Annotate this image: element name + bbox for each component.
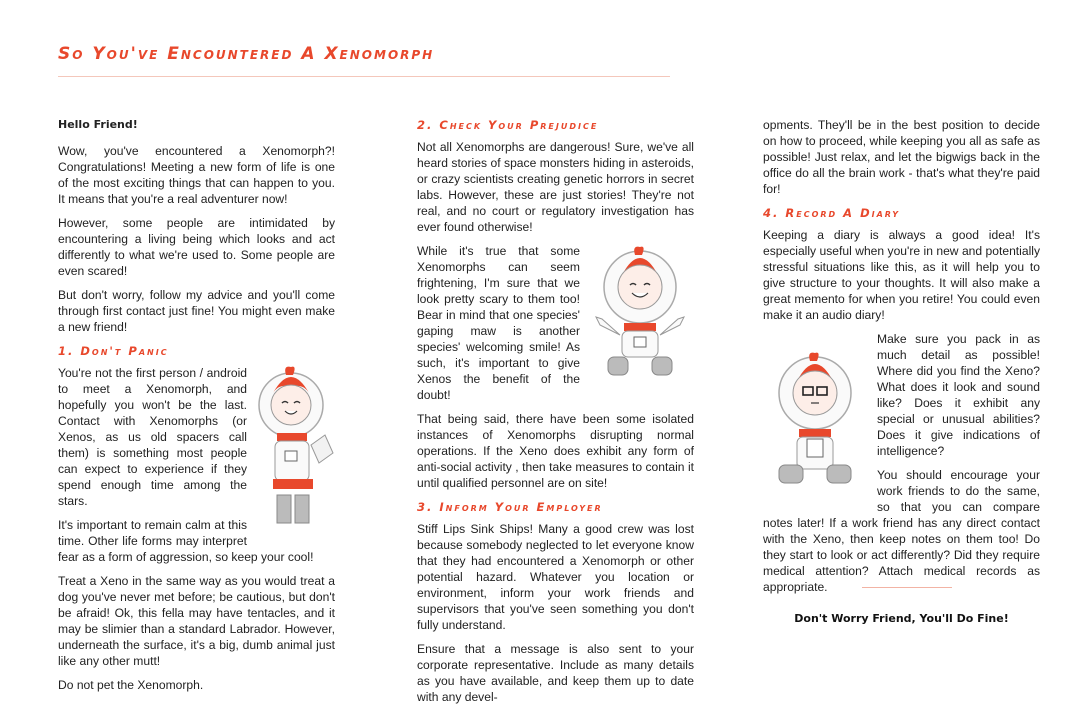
section-paragraph: Keeping a diary is always a good idea! It's especially useful when you're in new and potentially stressful situations like this, as it will help you to give structure to your thoughts. It will also make a great memento for when you retire! You could even make it an audio diary! xyxy=(763,228,1040,322)
footer-tagline: Don't Worry Friend, You'll Do Fine! xyxy=(794,612,1009,625)
astronaut-holding-suitcase-icon xyxy=(253,365,335,535)
astronaut-with-notebook-icon xyxy=(763,347,871,497)
section-paragraph: You're not the first person / android to meet a Xenomorph, and hopefully you won't be the last. Contact with Xenomorphs (or Xenos, as us old spacers call them) is something most people can expect to experience if they spend enough time among the stars. xyxy=(58,366,247,508)
section-paragraph: Ensure that a message is also sent to your corporate representative. Include as many details as you have available, and keep them up to date with any devel- xyxy=(417,642,694,704)
footer-divider xyxy=(862,587,952,588)
section-paragraph: Stiff Lips Sink Ships! Many a good crew was lost because somebody neglected to let everyone know that they had encountered a Xenomorph or other potential hazard. Whatever you location or environment, inform your work friends and supervisors that you've seen something you don't fully understand. xyxy=(417,522,694,632)
section-heading-2: 2. Check Your Prejudice xyxy=(417,118,599,132)
section-paragraph: While it's true that some Xenomorphs can seem frightening, I'm sure that we look pretty scary to them too! Bear in mind that one species' gaping maw is another species' welcoming smile! As such, it's important to give Xenos the benefit of the doubt! xyxy=(417,244,580,402)
column-2 xyxy=(417,117,694,713)
column-1 xyxy=(58,117,335,701)
astronaut-thumbs-up-icon xyxy=(586,243,694,381)
page-title: So You've Encountered A Xenomorph xyxy=(58,44,435,64)
section-paragraph: Do not pet the Xenomorph. xyxy=(58,678,204,692)
section-paragraph: That being said, there have been some isolated instances of Xenomorphs disrupting normal operations. If the Xeno does exhibit any form of anti-social activity , then take measures to contain it until qualified personnel are on site! xyxy=(417,412,694,490)
section-paragraph: opments. They'll be in the best position to decide on how to proceed, while keeping you all as safe as possible! Just relax, and let the bigwigs back in the office do all the brain work - that's what they're paid for! xyxy=(763,118,1040,196)
section-paragraph: Not all Xenomorphs are dangerous! Sure, we've all heard stories of space monsters hiding in asteroids, or crazy scientists creating genetic horrors in secret labs. However, these are just stories! They're not real, and no court or regulatory investigation has ever found otherwise! xyxy=(417,140,694,234)
title-divider xyxy=(58,76,670,77)
section-paragraph: Make sure you pack in as much detail as possible! Where did you find the Xeno? What does it look and sound like? Does it exhibit any special or unusual abilities? Does it give indications of intelligence? xyxy=(877,332,1040,458)
intro-paragraph: Wow, you've encountered a Xenomorph?! Congratulations! Meeting a new form of life is one of the most exciting things that can happen to you. It means that you're a real adventurer now! xyxy=(58,144,335,206)
section-heading-4: 4. Record A Diary xyxy=(763,206,901,220)
intro-paragraph: However, some people are intimidated by encountering a living being which looks and act differently to what we're used to. Some people are even scared! xyxy=(58,216,335,278)
section-heading-3: 3. Inform Your Employer xyxy=(417,500,603,514)
column-3 xyxy=(763,117,1040,603)
greeting: Hello Friend! xyxy=(58,118,138,131)
section-heading-1: 1. Don't Panic xyxy=(58,344,169,358)
intro-paragraph: But don't worry, follow my advice and you'll come through first contact just fine! You might even make a new friend! xyxy=(58,288,335,334)
section-paragraph: You should encourage your work friends to do the same, so that you can compare notes later! If a work friend has any direct contact with the Xeno, then keep notes on them too! Do they start to look or act differently? Did they require medical attention? Attach medical records as appropriate. xyxy=(763,468,1040,594)
section-paragraph: Treat a Xeno in the same way as you would treat a dog you've never met before; be cautious, but don't be afraid! Ok, this fella may have tentacles, and it may be slimier than a standard Labrador. However, underneath the surface, it's a big, dumb animal just like any other mutt! xyxy=(58,574,335,668)
section-paragraph: It's important to remain calm at this time. Other life forms may interpret fear as a form of aggression, so keep your cool! xyxy=(58,518,314,564)
